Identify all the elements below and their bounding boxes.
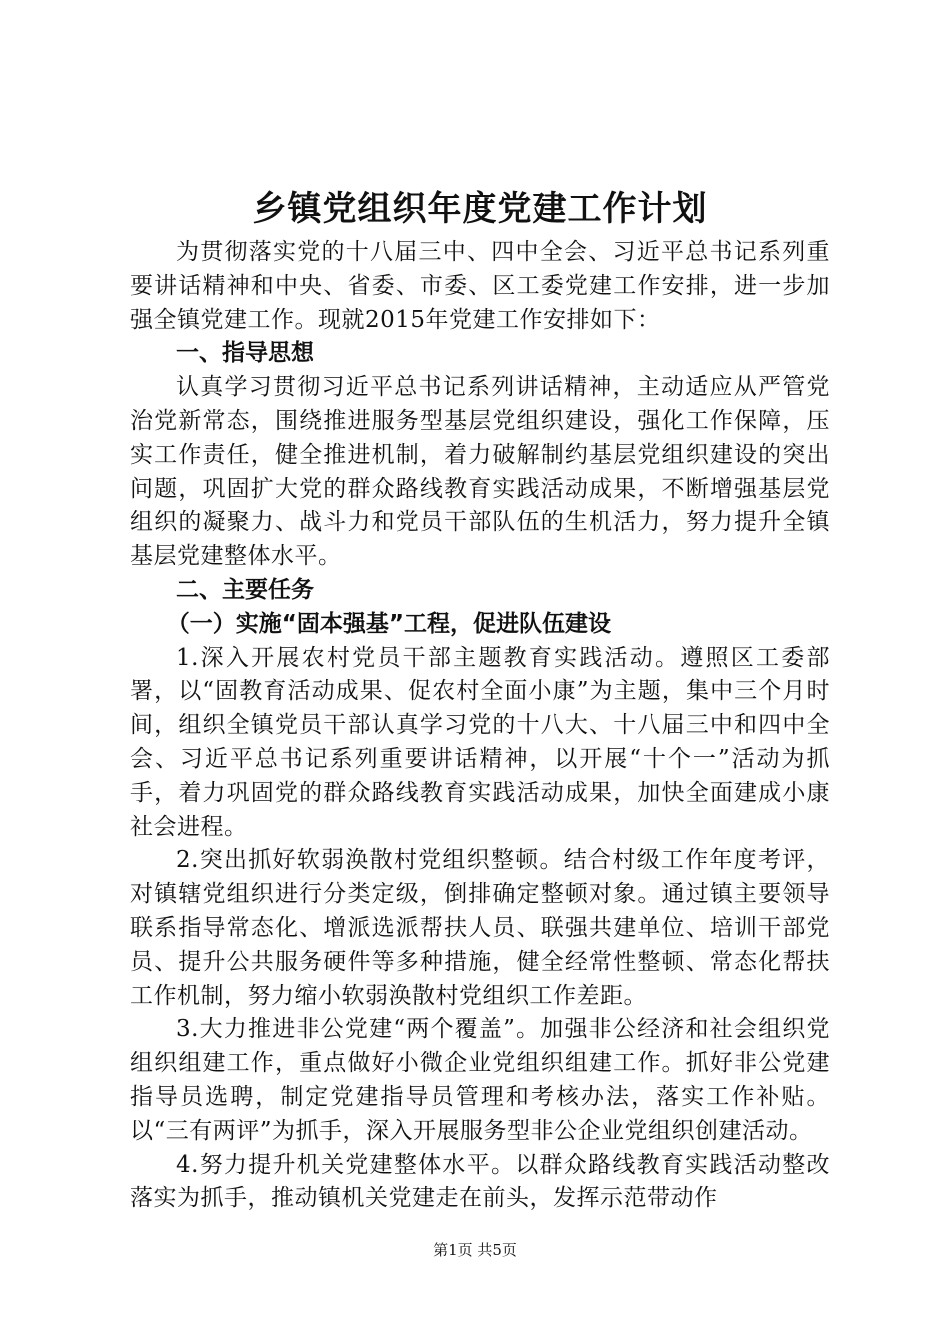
item2-paragraph: 2.突出抓好软弱涣散村党组织整顿。结合村级工作年度考评，对镇辖党组织进行分类定级，倒排确定整顿对象。通过镇主要领导联系指导常态化、增派选派帮扶人员、联强共建单位、培训干部党员、提升公共服务硬件等多种措施，健全经常性整顿、常态化帮扶工作机制，努力缩小软弱涣散村党组织工作差距。: [130, 847, 830, 1009]
section2-heading: 二、主要任务: [176, 576, 314, 603]
page-footer: [0, 1240, 950, 1260]
section1-paragraph: 认真学习贯彻习近平总书记系列讲话精神，主动适应从严管党治党新常态，围绕推进服务型基层党组织建设，强化工作保障，压实工作责任，健全推进机制，着力破解制约基层党组织建设的突出问题，巩固扩大党的群众路线教育实践活动成果，不断增强基层党组织的凝聚力、战斗力和党员干部队伍的生机活力，努力提升全镇基层党建整体水平。: [130, 374, 830, 570]
document-body: [130, 236, 830, 1216]
item4-paragraph: 4.努力提升机关党建整体水平。以群众路线教育实践活动整改落实为抓手，推动镇机关党建走在前头，发挥示范带动作: [130, 1151, 830, 1212]
section1-heading: 一、指导思想: [176, 340, 314, 367]
item3-paragraph: 3.大力推进非公党建“两个覆盖”。加强非公经济和社会组织党组织组建工作，重点做好小微企业党组织组建工作。抓好非公党建指导员选聘，制定党建指导员管理和考核办法，落实工作补贴。以“三有两评”为抓手，深入开展服务型非公企业党组织创建活动。: [130, 1016, 830, 1144]
intro-paragraph: 为贯彻落实党的十八届三中、四中全会、习近平总书记系列重要讲话精神和中央、省委、市委、区工委党建工作安排，进一步加强全镇党建工作。现就2015年党建工作安排如下：: [130, 239, 830, 333]
document-title: 乡镇党组织年度党建工作计划: [252, 189, 708, 229]
subsection1-heading: （一）实施“固本强基”工程，促进队伍建设: [166, 610, 612, 637]
page-indicator: 第1页 共5页: [433, 1241, 517, 1259]
item1-paragraph: 1.深入开展农村党员干部主题教育实践活动。遵照区工委部署，以“固教育活动成果、促农村全面小康”为主题，集中三个月时间，组织全镇党员干部认真学习党的十八大、十八届三中和四中全会、习近平总书记系列重要讲话精神，以开展“十个一”活动为抓手，着力巩固党的群众路线教育实践活动成果，加快全面建成小康社会进程。: [130, 644, 830, 840]
